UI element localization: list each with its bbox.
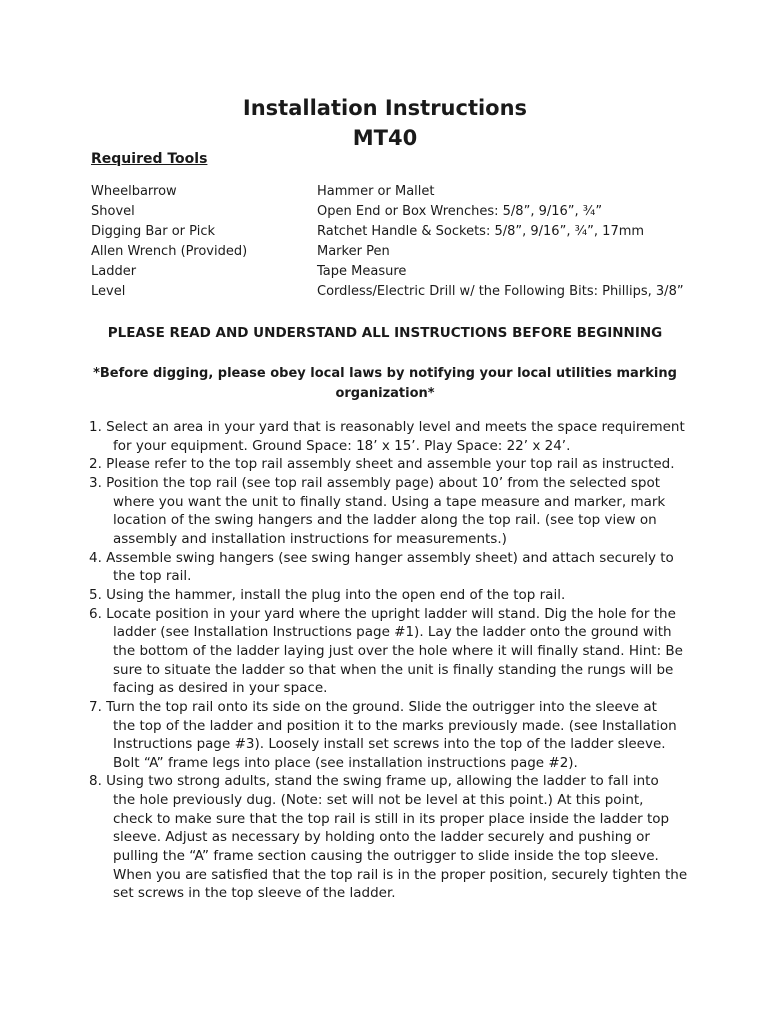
step-line: where you want the unit to finally stand. Using a tape measure and marker, mark <box>113 493 666 510</box>
step-line: the top of the ladder and position it to the marks previously made. (see Installation <box>113 717 677 734</box>
step-line: 3. Position the top rail (see top rail assembly page) about 10’ from the selected spot <box>89 474 660 491</box>
tool-item: Level <box>91 284 126 299</box>
instruction-step <box>89 549 689 586</box>
step-line: the bottom of the ladder laying just over the hole where it will finally stand. Hint: Be <box>113 642 683 659</box>
instruction-step <box>89 772 689 903</box>
step-line: 7. Turn the top rail onto its side on the ground. Slide the outrigger into the sleeve at <box>89 698 657 715</box>
step-line: Instructions page #3). Loosely install set screws into the top of the ladder sleeve. <box>113 736 666 753</box>
required-tools-heading: Required Tools <box>91 151 208 167</box>
tool-item: Shovel <box>91 204 135 219</box>
step-line: 8. Using two strong adults, stand the swing frame up, allowing the ladder to fall into <box>89 773 659 790</box>
instruction-step <box>89 455 689 474</box>
tool-item: Marker Pen <box>317 244 390 259</box>
step-line: facing as desired in your space. <box>113 680 328 697</box>
step-line: pulling the “A” frame section causing the outrigger to slide inside the top sleeve. <box>113 848 659 865</box>
model-number: MT40 <box>352 126 418 150</box>
step-line: sleeve. Adjust as necessary by holding onto the ladder securely and pushing or <box>113 829 650 846</box>
tool-item: Ratchet Handle & Sockets: 5/8”, 9/16”, ¾”, 17mm <box>317 224 645 239</box>
tool-item: Wheelbarrow <box>91 184 177 199</box>
instruction-step <box>89 698 689 773</box>
step-line: for your equipment. Ground Space: 18’ x 15’. Play Space: 22’ x 24’. <box>113 437 571 454</box>
tool-item: Cordless/Electric Drill w/ the Following Bits: Phillips, 3/8” <box>317 284 684 299</box>
instruction-step <box>89 605 689 698</box>
step-line: Bolt “A” frame legs into place (see installation instructions page #2). <box>113 754 578 771</box>
step-line: sure to situate the ladder so that when the unit is finally standing the rungs will be <box>113 661 674 678</box>
step-line: 2. Please refer to the top rail assembly sheet and assemble your top rail as instructed. <box>89 456 675 473</box>
digging-notice-line: organization* <box>335 386 435 401</box>
instruction-steps <box>89 418 689 903</box>
tool-item: Allen Wrench (Provided) <box>91 244 248 259</box>
instruction-step <box>89 418 689 455</box>
step-line: ladder (see Installation Instructions page #1). Lay the ladder onto the ground with <box>113 624 672 641</box>
step-line: set screws in the top sleeve of the ladder. <box>113 885 396 902</box>
step-line: 5. Using the hammer, install the plug into the open end of the top rail. <box>89 586 566 603</box>
step-line: the top rail. <box>113 568 192 585</box>
step-line: 1. Select an area in your yard that is reasonably level and meets the space requirement <box>89 419 685 435</box>
tool-item: Digging Bar or Pick <box>91 224 215 239</box>
tools-list-left <box>91 182 247 302</box>
tools-list-right <box>317 182 684 302</box>
instruction-step <box>89 474 689 549</box>
tool-item: Tape Measure <box>317 264 407 279</box>
tool-item: Hammer or Mallet <box>317 184 435 199</box>
digging-notice-line: *Before digging, please obey local laws by notifying your local utilities marking <box>93 366 677 381</box>
step-line: When you are satisfied that the top rail is in the proper position, securely tighten the <box>113 866 688 883</box>
read-instructions-notice: PLEASE READ AND UNDERSTAND ALL INSTRUCTIONS BEFORE BEGINNING <box>107 325 663 341</box>
tool-item: Open End or Box Wrenches: 5/8”, 9/16”, ¾” <box>317 204 603 219</box>
step-line: 6. Locate position in your yard where the upright ladder will stand. Dig the hole for the <box>89 605 676 622</box>
step-line: the hole previously dug. (Note: set will not be level at this point.) At this point, <box>113 792 644 809</box>
step-line: 4. Assemble swing hangers (see swing hanger assembly sheet) and attach securely to <box>89 549 674 566</box>
step-line: assembly and installation instructions for measurements.) <box>113 530 507 547</box>
instruction-step <box>89 586 689 605</box>
digging-notice <box>70 364 700 404</box>
step-line: location of the swing hangers and the ladder along the top rail. (see top view on <box>113 512 657 529</box>
document-title: Installation Instructions <box>242 96 528 120</box>
step-line: check to make sure that the top rail is still in its proper place inside the ladder top <box>113 810 670 827</box>
tool-item: Ladder <box>91 264 137 279</box>
